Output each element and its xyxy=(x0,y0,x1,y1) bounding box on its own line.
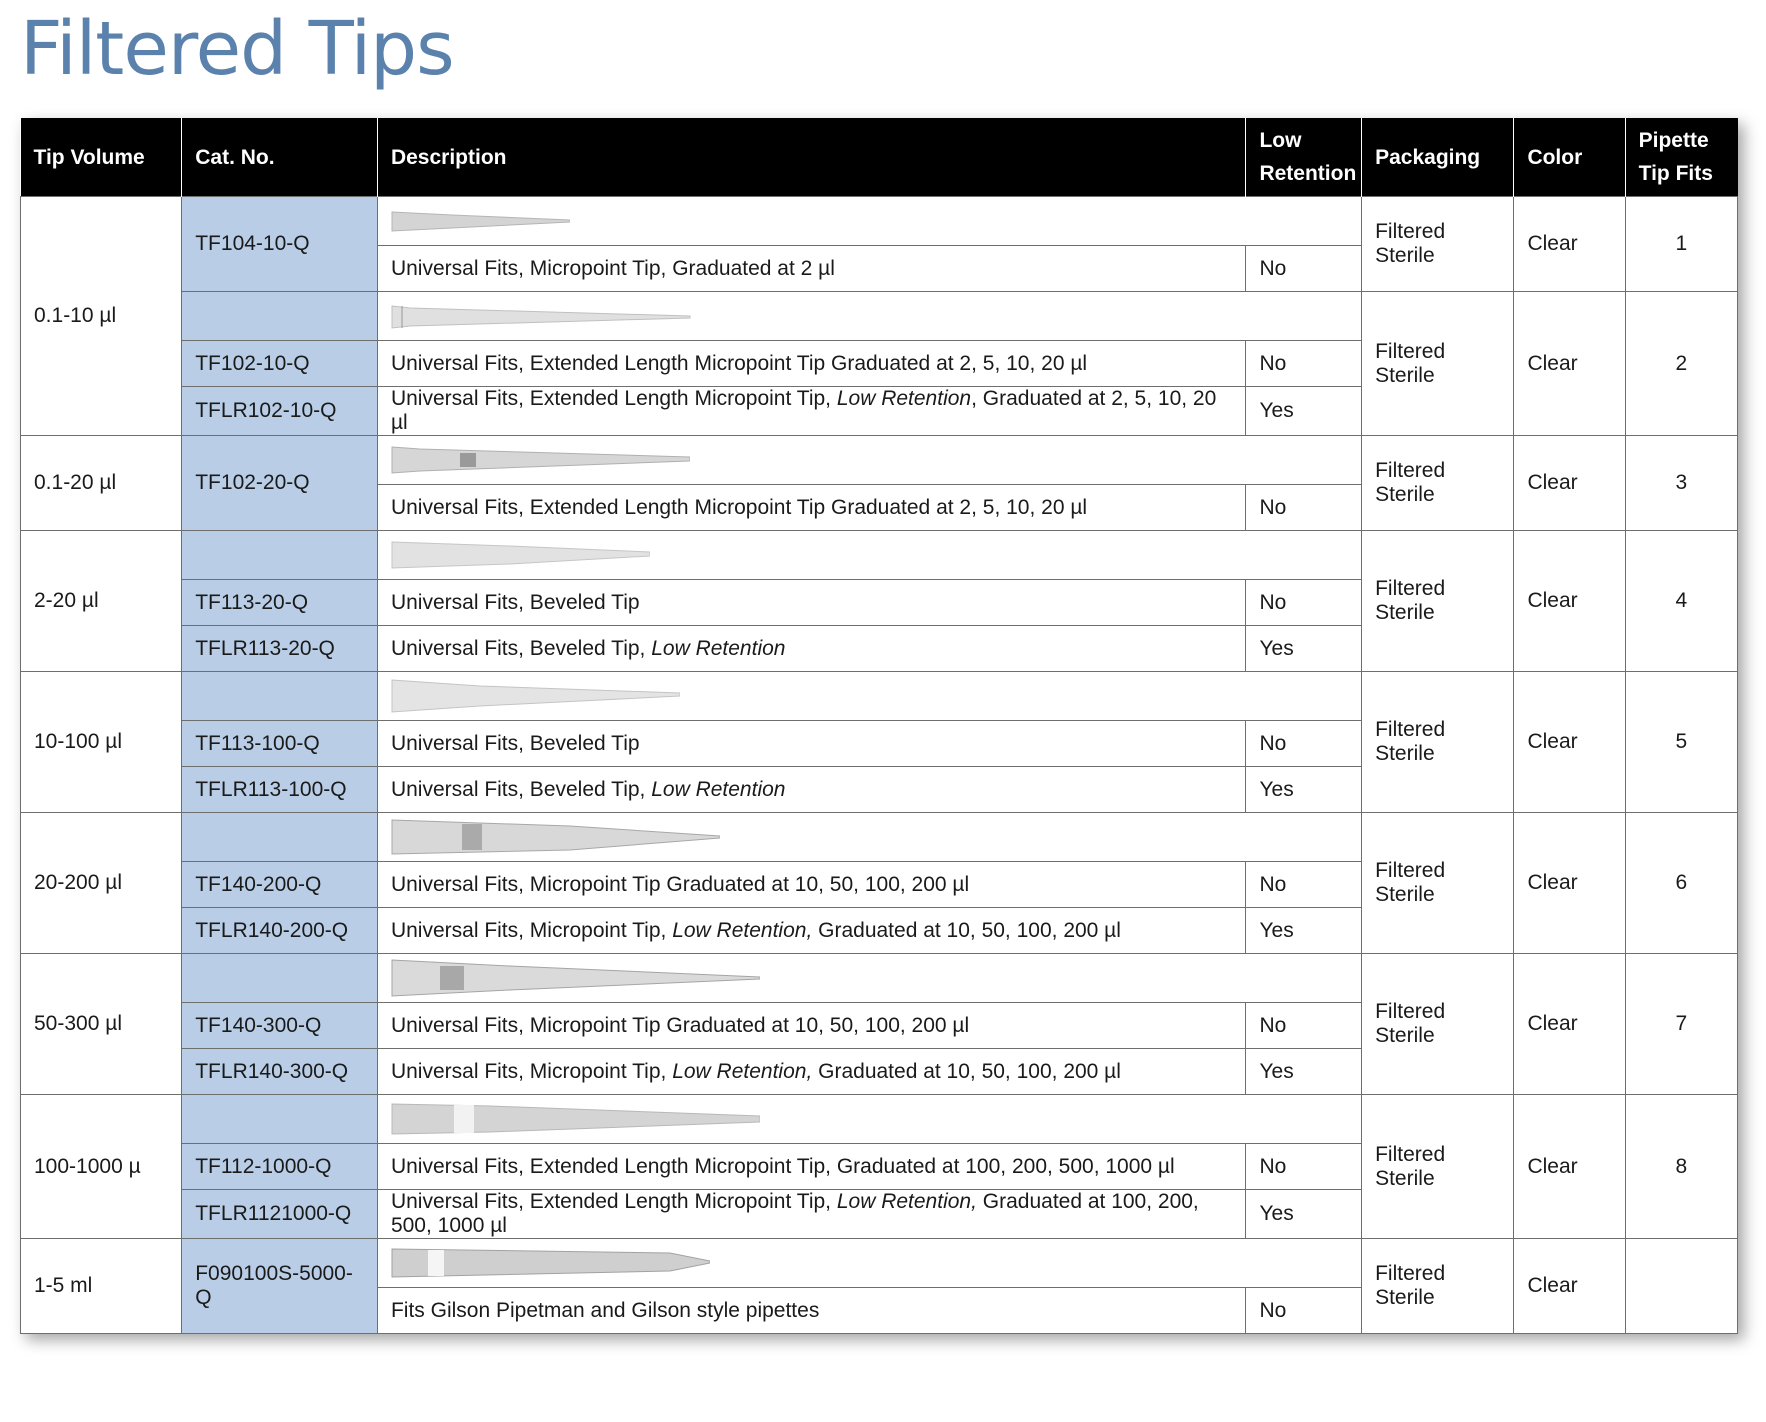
description-cell: Universal Fits, Micropoint Tip, Graduated at 2 µl xyxy=(377,246,1246,292)
tip-volume-cell: 0.1-10 µl xyxy=(21,197,182,436)
tip-volume-cell: 100-1000 µ xyxy=(21,1095,182,1239)
tip-volume-cell: 1-5 ml xyxy=(21,1239,182,1334)
cat-no-cell: TFLR140-200-Q xyxy=(182,908,378,954)
cat-no-cell: F090100S-5000-Q xyxy=(182,1239,378,1334)
table-row xyxy=(21,292,1738,341)
description-cell xyxy=(377,908,1246,954)
low-retention-cell: No xyxy=(1246,341,1362,387)
header-description: Description xyxy=(377,118,1246,197)
cat-no-cell: TF113-100-Q xyxy=(182,721,378,767)
pipette-tip-image xyxy=(390,1098,760,1140)
pipette-tip-image xyxy=(390,676,680,716)
pipette-tip-image xyxy=(390,956,760,1000)
description-emphasis: Low Retention, xyxy=(836,1190,977,1213)
low-retention-cell: No xyxy=(1246,246,1362,292)
table-row xyxy=(21,954,1738,1003)
header-pipette-tip-fits xyxy=(1625,118,1737,197)
header-cat-no: Cat. No. xyxy=(182,118,378,197)
packaging-cell: Filtered Sterile xyxy=(1362,672,1514,813)
packaging-cell: Filtered Sterile xyxy=(1362,954,1514,1095)
tip-image-cell xyxy=(377,436,1361,485)
header-color: Color xyxy=(1514,118,1625,197)
low-retention-cell: Yes xyxy=(1246,908,1362,954)
cat-no-cell: TF104-10-Q xyxy=(182,197,378,292)
tip-fits-cell: 8 xyxy=(1625,1095,1737,1239)
tip-fits-cell xyxy=(1625,1239,1737,1334)
description-text-end: Graduated at 10, 50, 100, 200 µl xyxy=(812,918,1121,942)
description-text: Universal Fits, Beveled Tip, xyxy=(390,777,652,801)
description-emphasis: Low Retention, xyxy=(672,1059,813,1083)
header-low-retention xyxy=(1246,118,1362,197)
cat-no-cell: TFLR113-20-Q xyxy=(182,626,378,672)
description-emphasis: Low Retention, xyxy=(672,918,813,942)
color-cell: Clear xyxy=(1514,954,1625,1095)
low-retention-cell: No xyxy=(1246,862,1362,908)
color-cell: Clear xyxy=(1514,1095,1625,1239)
header-pipette-line2: Tip Fits xyxy=(1638,162,1713,185)
filtered-tips-table-container xyxy=(20,118,1738,1334)
description-text: Universal Fits, Extended Length Micropoint Tip, xyxy=(390,387,837,410)
header-row xyxy=(21,118,1738,197)
tip-image-cell xyxy=(377,954,1361,1003)
description-cell: Universal Fits, Beveled Tip xyxy=(377,721,1246,767)
table-row xyxy=(21,436,1738,485)
header-pipette-line1: Pipette xyxy=(1638,129,1709,152)
description-cell: Universal Fits, Micropoint Tip Graduated at 10, 50, 100, 200 µl xyxy=(377,862,1246,908)
description-cell: Universal Fits, Extended Length Micropoint Tip Graduated at 2, 5, 10, 20 µl xyxy=(377,341,1246,387)
description-cell xyxy=(377,626,1246,672)
description-text-end: Graduated at 100, 200, 500, 1000 µl xyxy=(390,1190,1199,1237)
tip-volume-cell: 10-100 µl xyxy=(21,672,182,813)
packaging-cell: Filtered Sterile xyxy=(1362,813,1514,954)
table-row xyxy=(21,1239,1738,1288)
color-cell: Clear xyxy=(1514,1239,1625,1334)
low-retention-cell: No xyxy=(1246,721,1362,767)
pipette-tip-image xyxy=(390,298,700,334)
tip-image-cell xyxy=(377,531,1361,580)
description-cell: Universal Fits, Micropoint Tip Graduated at 10, 50, 100, 200 µl xyxy=(377,1003,1246,1049)
table-row xyxy=(21,672,1738,721)
table-row xyxy=(21,531,1738,580)
tip-image-cell xyxy=(377,197,1361,246)
header-low-retention-line1: Low xyxy=(1259,129,1302,152)
packaging-cell: Filtered Sterile xyxy=(1362,1239,1514,1334)
description-cell xyxy=(377,1190,1246,1239)
tip-volume-cell: 50-300 µl xyxy=(21,954,182,1095)
description-cell xyxy=(377,767,1246,813)
low-retention-cell: No xyxy=(1246,580,1362,626)
description-text-end: , Graduated at 2, 5, 10, 20 µl xyxy=(390,387,1217,434)
tip-image-cell xyxy=(377,813,1361,862)
low-retention-cell: No xyxy=(1246,1144,1362,1190)
description-cell xyxy=(377,1049,1246,1095)
description-text-end: Graduated at 10, 50, 100, 200 µl xyxy=(812,1059,1121,1083)
tip-image-cell xyxy=(377,292,1361,341)
description-text: Universal Fits, Extended Length Micropoint Tip, xyxy=(390,1190,837,1213)
color-cell: Clear xyxy=(1514,672,1625,813)
table-row xyxy=(21,197,1738,246)
table-row xyxy=(21,1095,1738,1144)
low-retention-cell: Yes xyxy=(1246,387,1362,436)
description-cell: Universal Fits, Extended Length Micropoint Tip Graduated at 2, 5, 10, 20 µl xyxy=(377,485,1246,531)
header-low-retention-line2: Retention xyxy=(1259,162,1357,185)
description-cell: Universal Fits, Extended Length Micropoint Tip, Graduated at 100, 200, 500, 1000 µl xyxy=(377,1144,1246,1190)
low-retention-cell: No xyxy=(1246,485,1362,531)
cat-no-cell: TFLR140-300-Q xyxy=(182,1049,378,1095)
cat-no-cell-empty xyxy=(182,813,378,862)
low-retention-cell: No xyxy=(1246,1288,1362,1334)
pipette-tip-image xyxy=(390,1243,710,1283)
tip-image-cell xyxy=(377,1239,1361,1288)
cat-no-cell-empty xyxy=(182,954,378,1003)
cat-no-cell: TF102-20-Q xyxy=(182,436,378,531)
header-tip-volume: Tip Volume xyxy=(21,118,182,197)
cat-no-cell-empty xyxy=(182,292,378,341)
cat-no-cell: TF112-1000-Q xyxy=(182,1144,378,1190)
table-row xyxy=(21,813,1738,862)
cat-no-cell: TFLR113-100-Q xyxy=(182,767,378,813)
packaging-cell: Filtered Sterile xyxy=(1362,436,1514,531)
cat-no-cell: TF140-300-Q xyxy=(182,1003,378,1049)
cat-no-cell: TFLR102-10-Q xyxy=(182,387,378,436)
description-emphasis: Low Retention xyxy=(651,636,786,660)
description-cell: Universal Fits, Beveled Tip xyxy=(377,580,1246,626)
cat-no-cell: TF102-10-Q xyxy=(182,341,378,387)
packaging-cell: Filtered Sterile xyxy=(1362,531,1514,672)
page-title: Filtered Tips xyxy=(20,6,454,92)
description-text: Universal Fits, Beveled Tip, xyxy=(390,636,652,660)
tip-image-cell xyxy=(377,672,1361,721)
cat-no-cell: TF140-200-Q xyxy=(182,862,378,908)
low-retention-cell: No xyxy=(1246,1003,1362,1049)
color-cell: Clear xyxy=(1514,813,1625,954)
description-emphasis: Low Retention xyxy=(836,387,972,410)
tip-fits-cell: 5 xyxy=(1625,672,1737,813)
tip-volume-cell: 2-20 µl xyxy=(21,531,182,672)
tip-fits-cell: 4 xyxy=(1625,531,1737,672)
pipette-tip-image xyxy=(390,536,650,574)
packaging-cell: Filtered Sterile xyxy=(1362,1095,1514,1239)
description-cell: Fits Gilson Pipetman and Gilson style pipettes xyxy=(377,1288,1246,1334)
low-retention-cell: Yes xyxy=(1246,626,1362,672)
tip-fits-cell: 3 xyxy=(1625,436,1737,531)
filtered-tips-table xyxy=(20,118,1738,1334)
low-retention-cell: Yes xyxy=(1246,767,1362,813)
cat-no-cell-empty xyxy=(182,531,378,580)
packaging-cell: Filtered Sterile xyxy=(1362,197,1514,292)
color-cell: Clear xyxy=(1514,197,1625,292)
header-packaging: Packaging xyxy=(1362,118,1514,197)
cat-no-cell-empty xyxy=(182,672,378,721)
color-cell: Clear xyxy=(1514,531,1625,672)
tip-volume-cell: 20-200 µl xyxy=(21,813,182,954)
tip-fits-cell: 6 xyxy=(1625,813,1737,954)
tip-volume-cell: 0.1-20 µl xyxy=(21,436,182,531)
cat-no-cell: TF113-20-Q xyxy=(182,580,378,626)
description-text: Universal Fits, Micropoint Tip, xyxy=(390,918,673,942)
low-retention-cell: Yes xyxy=(1246,1049,1362,1095)
description-text: Universal Fits, Micropoint Tip, xyxy=(390,1059,673,1083)
tip-fits-cell: 2 xyxy=(1625,292,1737,436)
packaging-cell: Filtered Sterile xyxy=(1362,292,1514,436)
cat-no-cell-empty xyxy=(182,1095,378,1144)
low-retention-cell: Yes xyxy=(1246,1190,1362,1239)
pipette-tip-image xyxy=(390,441,690,479)
description-cell xyxy=(377,387,1246,436)
cat-no-cell: TFLR1121000-Q xyxy=(182,1190,378,1239)
description-emphasis: Low Retention xyxy=(651,777,786,801)
tip-fits-cell: 1 xyxy=(1625,197,1737,292)
color-cell: Clear xyxy=(1514,436,1625,531)
pipette-tip-image xyxy=(390,816,720,858)
pipette-tip-image xyxy=(390,203,570,239)
tip-fits-cell: 7 xyxy=(1625,954,1737,1095)
color-cell: Clear xyxy=(1514,292,1625,436)
tip-image-cell xyxy=(377,1095,1361,1144)
